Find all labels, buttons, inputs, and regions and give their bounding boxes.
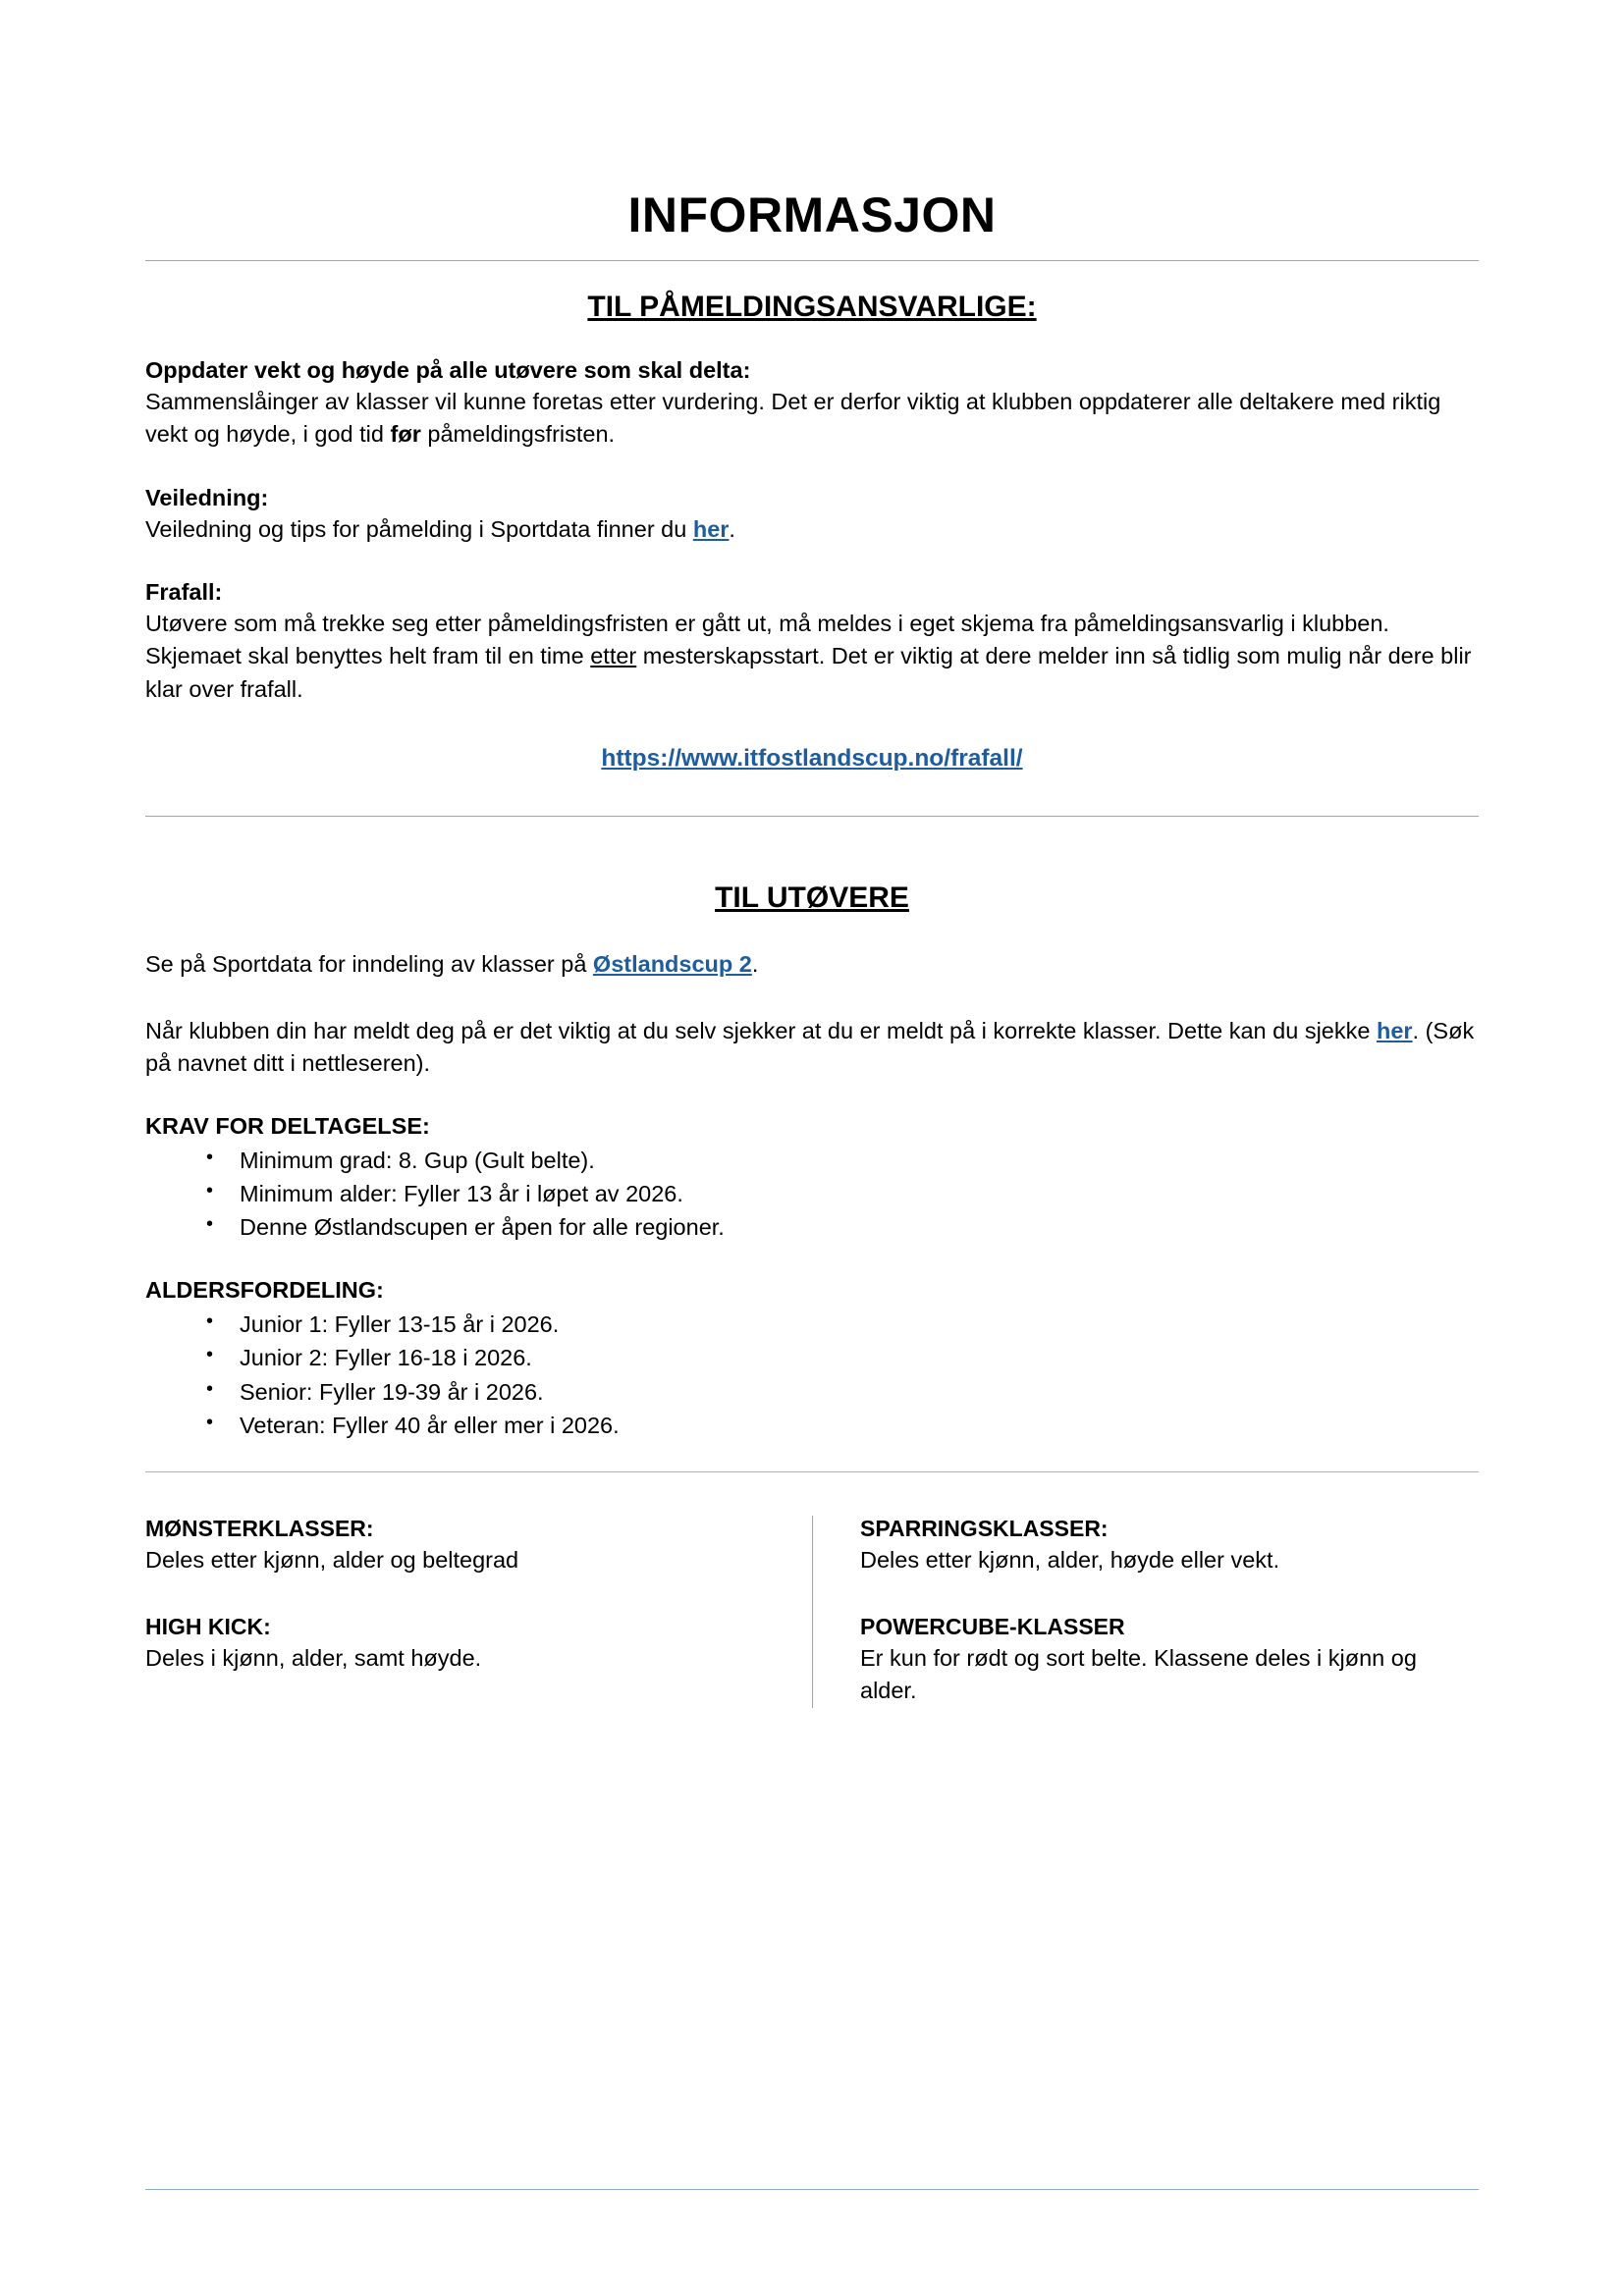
frafall-underline-etter: etter xyxy=(590,643,637,669)
list-item: • Veteran: Fyller 40 år eller mer i 2026. xyxy=(240,1409,1479,1442)
frafall-text-b: Skjemaet skal benyttes helt fram til en time xyxy=(145,643,591,669)
sportdata-text-a: Se på Sportdata for inndeling av klasser på xyxy=(145,951,593,978)
oppdater-text-c: påmeldingsfristen. xyxy=(420,421,616,448)
block-oppdater-vekt xyxy=(145,357,1479,452)
block-text-veiledning xyxy=(145,513,1479,546)
frafall-text-c: mesterskapsstart. Det er viktig at dere melder inn så tidlig som mulig når dere blir klar over frafall. xyxy=(145,643,1472,702)
block-sjekk-klasser xyxy=(145,1015,1479,1081)
column-right xyxy=(812,1516,1479,1708)
veiledning-text-c: . xyxy=(729,515,735,542)
section-heading-utovere: TIL UTØVERE xyxy=(715,881,909,915)
title-divider xyxy=(145,260,1479,261)
powercube-heading: POWERCUBE-KLASSER xyxy=(860,1614,1125,1640)
sportdata-text-c: . xyxy=(751,951,759,978)
aldersfordeling-list xyxy=(145,1308,1479,1441)
page-title: INFORMASJON xyxy=(627,187,997,242)
column-left xyxy=(145,1516,812,1708)
highkick-heading: HIGH KICK: xyxy=(145,1614,271,1640)
list-item: • Minimum alder: Fyller 13 år i løpet av 2026. xyxy=(240,1177,1479,1210)
ostlandscup-2-link[interactable]: Østlandscup 2 xyxy=(592,951,752,978)
class-columns xyxy=(145,1516,1479,1708)
block-veiledning xyxy=(145,485,1479,546)
block-text-oppdater xyxy=(145,386,1479,452)
list-item: • Minimum grad: 8. Gup (Gult belte). xyxy=(240,1144,1479,1177)
frafall-url-link[interactable]: https://www.itfostlandscup.no/frafall/ xyxy=(601,745,1023,773)
oppdater-text-a: Sammenslåinger av klasser vil kunne foretas etter vurdering. Det er derfor viktig at klubben oppdaterer alle deltakere med riktig vekt og høyde, i god tid xyxy=(145,389,1441,448)
sjekk-text-c: . (Søk på navnet ditt i nettleseren). xyxy=(145,1017,1475,1076)
block-lead-frafall: Frafall: xyxy=(145,579,223,606)
powercube-text: Er kun for rødt og sort belte. Klassene deles i kjønn og alder. xyxy=(860,1645,1417,1704)
oppdater-bold-for: før xyxy=(390,421,421,448)
block-lead-oppdater: Oppdater vekt og høyde på alle utøvere som skal delta: xyxy=(145,357,751,383)
section-divider xyxy=(145,816,1479,817)
block-sportdata-klasser xyxy=(145,948,1479,981)
list-item: • Junior 1: Fyller 13-15 år i 2026. xyxy=(240,1308,1479,1341)
sparringsklasser-text: Deles etter kjønn, alder, høyde eller vekt. xyxy=(860,1546,1280,1573)
frafall-url-wrapper xyxy=(145,745,1479,773)
sjekk-her-link[interactable]: her xyxy=(1376,1017,1413,1043)
frafall-text-first: Utøvere som må trekke seg etter påmeldingsfristen er gått ut, må meldes i eget skjema fra påmeldingsansvarlig i klubben. xyxy=(145,611,1389,637)
frafall-text-second xyxy=(145,640,1479,706)
list-item: • Denne Østlandscupen er åpen for alle regioner. xyxy=(240,1210,1479,1244)
section-heading-paameldingsansvarlige: TIL PÅMELDINGSANSVARLIGE: xyxy=(587,291,1037,323)
krav-heading: KRAV FOR DELTAGELSE: xyxy=(145,1113,430,1140)
sjekk-text-a: Når klubben din har meldt deg på er det viktig at du selv sjekker at du er meldt på i korrekte klasser. Dette kan du sjekke xyxy=(145,1017,1377,1043)
footer-divider xyxy=(145,2189,1479,2190)
sportdata-line xyxy=(145,948,1479,981)
list-item: • Junior 2: Fyller 16-18 i 2026. xyxy=(240,1341,1479,1374)
block-lead-veiledning: Veiledning: xyxy=(145,484,269,510)
monsterklasser-heading: MØNSTERKLASSER: xyxy=(145,1515,374,1541)
veiledning-her-link[interactable]: her xyxy=(692,515,730,542)
monsterklasser-text: Deles etter kjønn, alder og beltegrad xyxy=(145,1546,519,1573)
veiledning-text-a: Veiledning og tips for påmelding i Sportdata finner du xyxy=(145,515,693,542)
block-frafall xyxy=(145,579,1479,706)
sparringsklasser-heading: SPARRINGSKLASSER: xyxy=(860,1515,1109,1541)
sjekk-line xyxy=(145,1015,1479,1081)
krav-list xyxy=(145,1144,1479,1244)
aldersfordeling-heading: ALDERSFORDELING: xyxy=(145,1277,384,1304)
list-item: • Senior: Fyller 19-39 år i 2026. xyxy=(240,1375,1479,1409)
highkick-text: Deles i kjønn, alder, samt høyde. xyxy=(145,1645,482,1672)
columns-top-divider xyxy=(145,1471,1479,1472)
